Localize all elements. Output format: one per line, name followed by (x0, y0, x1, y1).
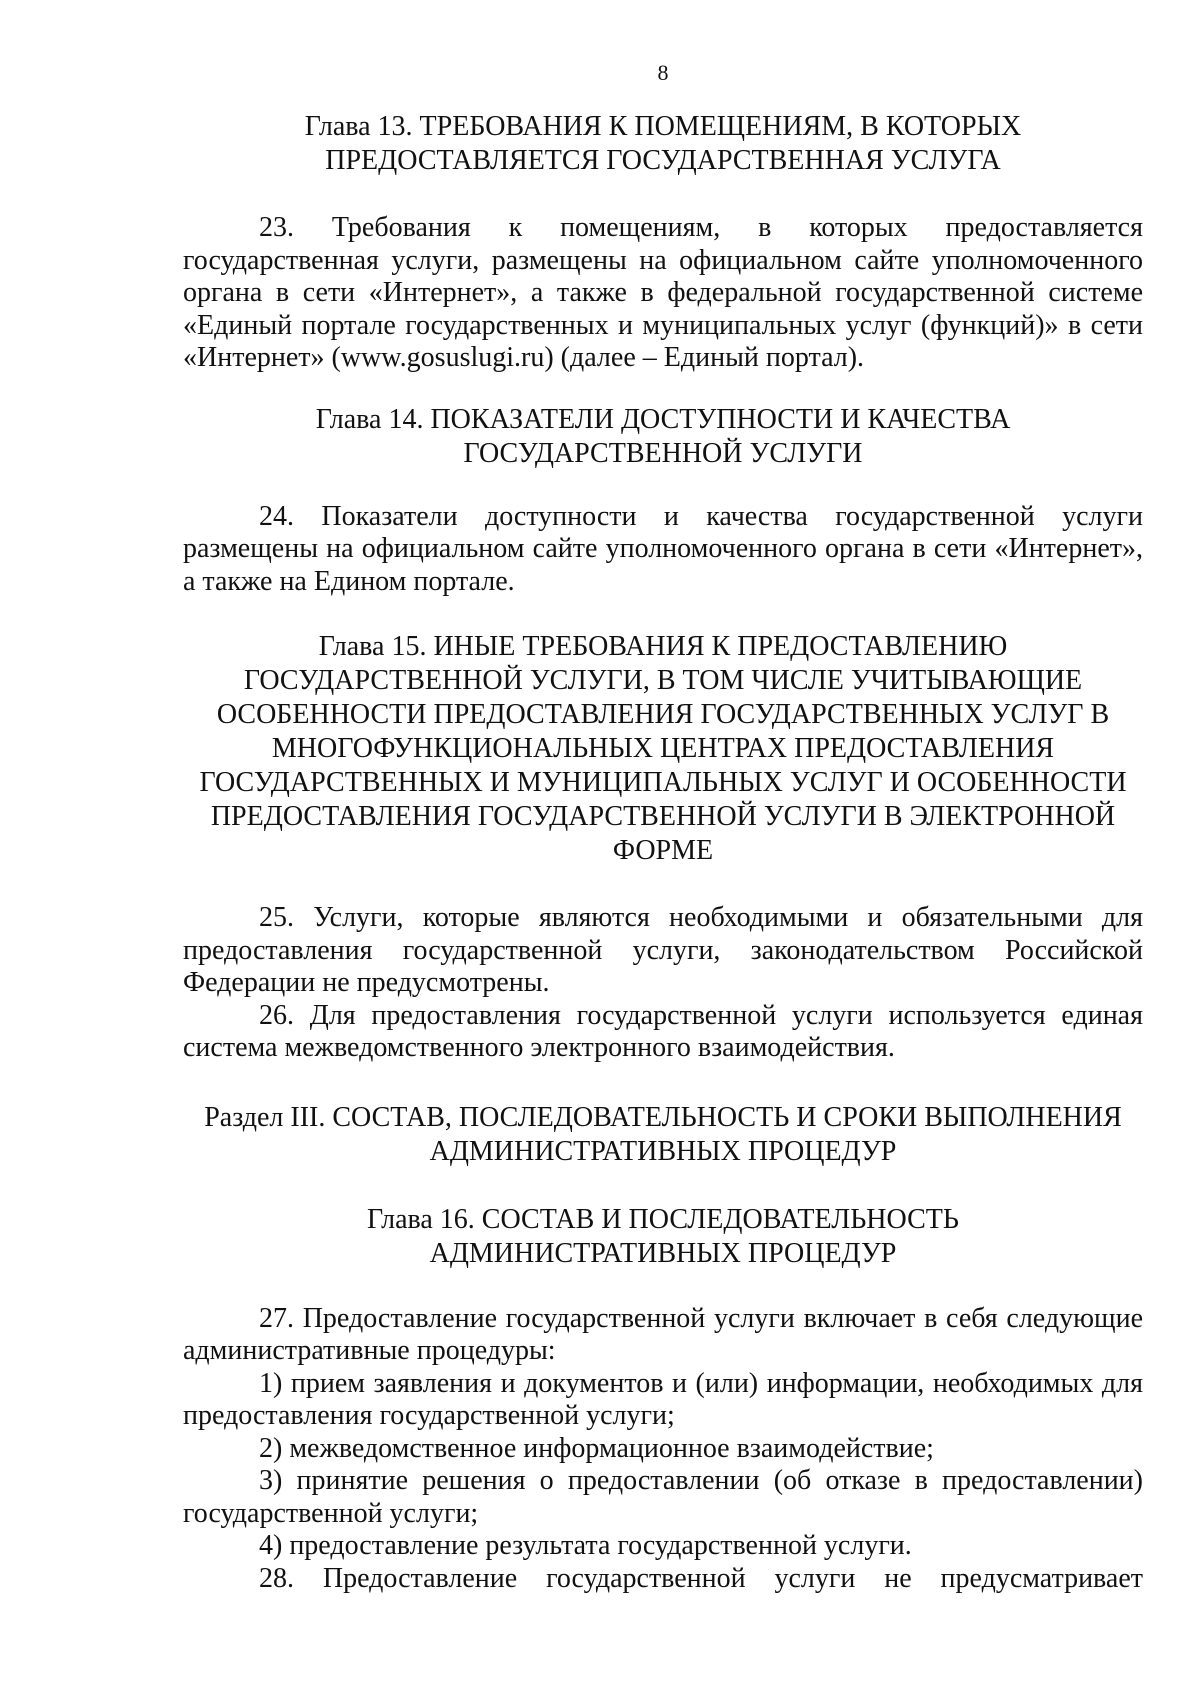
section-3-heading: Раздел III. СОСТАВ, ПОСЛЕДОВАТЕЛЬНОСТЬ И СРОКИ ВЫПОЛНЕНИЯ АДМИНИСТРАТИВНЫХ ПРОЦЕДУР (204, 1101, 1122, 1167)
paragraph-25: 25. Услуги, которые являются необходимыми и обязательными для предоставления государственной услуги, законодательством Российской Федерации не предусмотрены. (183, 902, 1143, 998)
list-item-3: 3) принятие решения о предоставлении (об отказе в предоставлении) государственной услуги; (183, 1465, 1143, 1529)
paragraph-23: 23. Требования к помещениям, в которых предоставляется государственная услуги, размещены на официальном сайте уполномоченного органа в сети «Интернет», а также в федеральной государственной системе «Единый портале государственных и муниципальных услуг (функций)» в сети «Интернет» (www.gosuslugi.ru) (далее – Единый портал). (183, 212, 1143, 373)
list-item-4: 4) предоставление результата государственной услуги. (259, 1530, 912, 1561)
list-item-1: 1) прием заявления и документов и (или) информации, необходимых для предоставления государственной услуги; (183, 1367, 1143, 1431)
page-number: 8 (657, 60, 669, 85)
paragraph-27: 27. Предоставление государственной услуги включает в себя следующие административные процедуры: (183, 1302, 1143, 1366)
paragraph-24: 24. Показатели доступности и качества государственной услуги размещены на официальном сайте уполномоченного органа в сети «Интернет», а также на Едином портале. (183, 500, 1143, 597)
chapter-16-heading: Глава 16. СОСТАВ И ПОСЛЕДОВАТЕЛЬНОСТЬ АДМИНИСТРАТИВНЫХ ПРОЦЕДУР (367, 1203, 959, 1269)
paragraph-26: 26. Для предоставления государственной услуги используется единая система межведомственного электронного взаимодействия. (183, 999, 1143, 1063)
chapter-15-heading: Глава 15. ИНЫЕ ТРЕБОВАНИЯ К ПРЕДОСТАВЛЕНИЮ ГОСУДАРСТВЕННОЙ УСЛУГИ, В ТОМ ЧИСЛЕ УЧИТЫВАЮЩИЕ ОСОБЕННОСТИ ПРЕДОСТАВЛЕНИЯ ГОСУДАРСТВЕННЫХ УСЛУГ В МНОГОФУНКЦИОНАЛЬНЫХ ЦЕНТРАХ ПРЕДОСТАВЛЕНИЯ ГОСУДАРСТВЕННЫХ И МУНИЦИПАЛЬНЫХ УСЛУГ И ОСОБЕННОСТИ ПРЕДОСТАВЛЕНИЯ ГОСУДАРСТВЕННОЙ УСЛУГИ В ЭЛЕКТРОННОЙ ФОРМЕ (199, 631, 1127, 866)
list-item-2: 2) межведомственное информационное взаимодействие; (259, 1432, 934, 1464)
chapter-14-heading: Глава 14. ПОКАЗАТЕЛИ ДОСТУПНОСТИ И КАЧЕСТВА ГОСУДАРСТВЕННОЙ УСЛУГИ (315, 403, 1011, 469)
paragraph-28: 28. Предоставление государственной услуги не предусматривает (259, 1562, 1143, 1594)
document-page (183, 60, 1143, 1595)
chapter-13-heading: Глава 13. ТРЕБОВАНИЯ К ПОМЕЩЕНИЯМ, В КОТОРЫХ ПРЕДОСТАВЛЯЕТСЯ ГОСУДАРСТВЕННАЯ УСЛУГА (304, 111, 1022, 176)
